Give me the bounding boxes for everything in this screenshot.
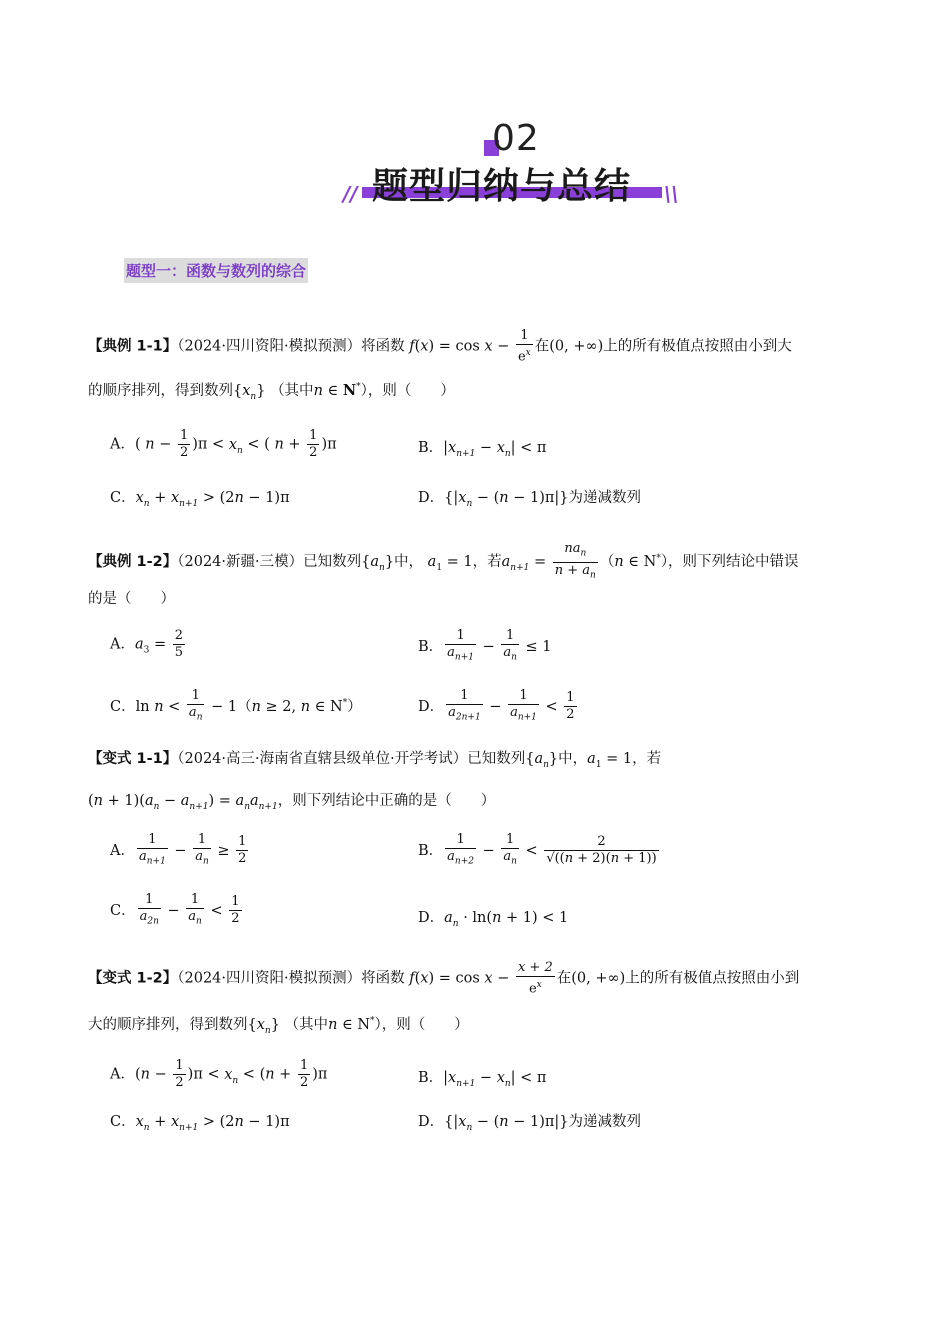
q1-option-b[interactable]: B．$|x_{n+1} - x_n| < \pi$ — [418, 440, 547, 459]
section-title: 题型一：函数与数列的综合 — [124, 258, 308, 283]
q1-function: f — [409, 338, 415, 355]
q4-option-b[interactable]: B．$|x_{n+1} - x_n| < \pi$ — [418, 1070, 547, 1089]
q1-text-post: 上的所有极值点按照由小到大 — [603, 338, 792, 355]
q2-option-a[interactable]: A．$a_3$ = $\frac{2}{5}$ — [110, 628, 184, 660]
q3-tag: 【变式 1-1】 — [88, 751, 178, 767]
q1-line1: 【典例 1-1】（2024·四川资阳·模拟预测）将函数 f(x) = cos x − $\frac{1}{e^x}$ 在(0, +∞)上的所有极值点按照由小到大 — [88, 328, 792, 365]
q1-option-d[interactable]: D．$\{|x_n - (n - 1)\pi|\}$为递减数列 — [418, 490, 642, 509]
q2-option-d[interactable]: D． $\frac{1}{a_{2n+1}}$ − $\frac{1}{a_{n+1}}$ < $\frac{1}{2}$ — [418, 688, 575, 723]
header-number: 02 — [492, 118, 540, 159]
q1-line2: 的顺序排列，得到数列$\{x_n\}$ （其中n ∈ N*），则（ ） — [88, 382, 455, 402]
q4-line1: 【变式 1-2】（2024·四川资阳·模拟预测）将函数 f(x) = cos x − $\frac{x + 2}{e^x}$ 在(0, +∞)上的所有极值点按照由小到 — [88, 960, 800, 997]
q3-line1: 【变式 1-1】（2024·高三·海南省直辖县级单位·开学考试）已知数列$\{a_n\}$中，$a_1 = 1$，若 — [88, 751, 662, 770]
q2-option-c[interactable]: C．ln n < $\frac{1}{a_n}$ − 1（n ≥ 2, n ∈ N*） — [110, 688, 362, 723]
page-title: 题型归纳与总结 — [372, 166, 632, 207]
q1-text: （2024·四川资阳·模拟预测）将函数 — [177, 338, 405, 355]
q3-option-b[interactable]: B． $\frac{1}{a_{n+2}}$ − $\frac{1}{a_n}$ < $\frac{2}{√((n + 2)(n + 1))}$ — [418, 832, 657, 867]
q3-line2: $(n + 1)(a_n - a_{n+1}) = a_na_{n+1}$，则下列结论中正确的是（ ） — [88, 793, 496, 812]
q4-line2: 大的顺序排列，得到数列$\{x_n\}$ （其中n ∈ N*），则（ ） — [88, 1016, 469, 1036]
q4-option-c[interactable]: C．$x_n + x_{n+1} > (2n - 1)\pi$ — [110, 1114, 290, 1133]
q2-line1: 【典例 1-2】（2024·新疆·三模）已知数列$\{a_n\}$中， $a_1 = 1$，若$a_{n+1}$ = $\frac{na_n}{n + a_n}$ （n ∈ N*），则下列结论中错误 — [88, 541, 799, 581]
q3-option-c[interactable]: C． $\frac{1}{a_{2n}}$ − $\frac{1}{a_n}$ < $\frac{1}{2}$ — [110, 892, 240, 927]
q1-tag: 【典例 1-1】 — [88, 338, 178, 355]
q2-tag: 【典例 1-2】 — [88, 554, 178, 571]
q1-option-a[interactable]: A．( n − $\frac{1}{2}$ )$\pi < x_n$ < ( n + $\frac{1}{2}$ )π — [110, 428, 337, 460]
q3-option-a[interactable]: A． $\frac{1}{a_{n+1}}$ − $\frac{1}{a_n}$ ≥ $\frac{1}{2}$ — [110, 832, 247, 867]
q4-tag: 【变式 1-2】 — [88, 970, 178, 987]
header-left-slash: // — [343, 182, 358, 206]
q4-option-d[interactable]: D．$\{|x_n - (n - 1)\pi|\}$为递减数列 — [418, 1114, 642, 1133]
header-right-slash: \\ — [664, 182, 679, 206]
q2-option-b[interactable]: B． $\frac{1}{a_{n+1}}$ − $\frac{1}{a_n}$ ≤ 1 — [418, 628, 552, 663]
q1-option-c[interactable]: C．$x_n + x_{n+1} > (2n - 1)\pi$ — [110, 490, 290, 509]
q1-fraction: $\frac{1}{e^x}$ — [517, 328, 531, 365]
q4-option-a[interactable]: A．(n − $\frac{1}{2}$ )$\pi < x_n < (n$ + $\frac{1}{2}$ )π — [110, 1058, 328, 1090]
q3-option-d[interactable]: D．$a_n \cdot \ln(n + 1) < 1$ — [418, 910, 569, 929]
q2-line2: 的是（ ） — [88, 591, 175, 607]
